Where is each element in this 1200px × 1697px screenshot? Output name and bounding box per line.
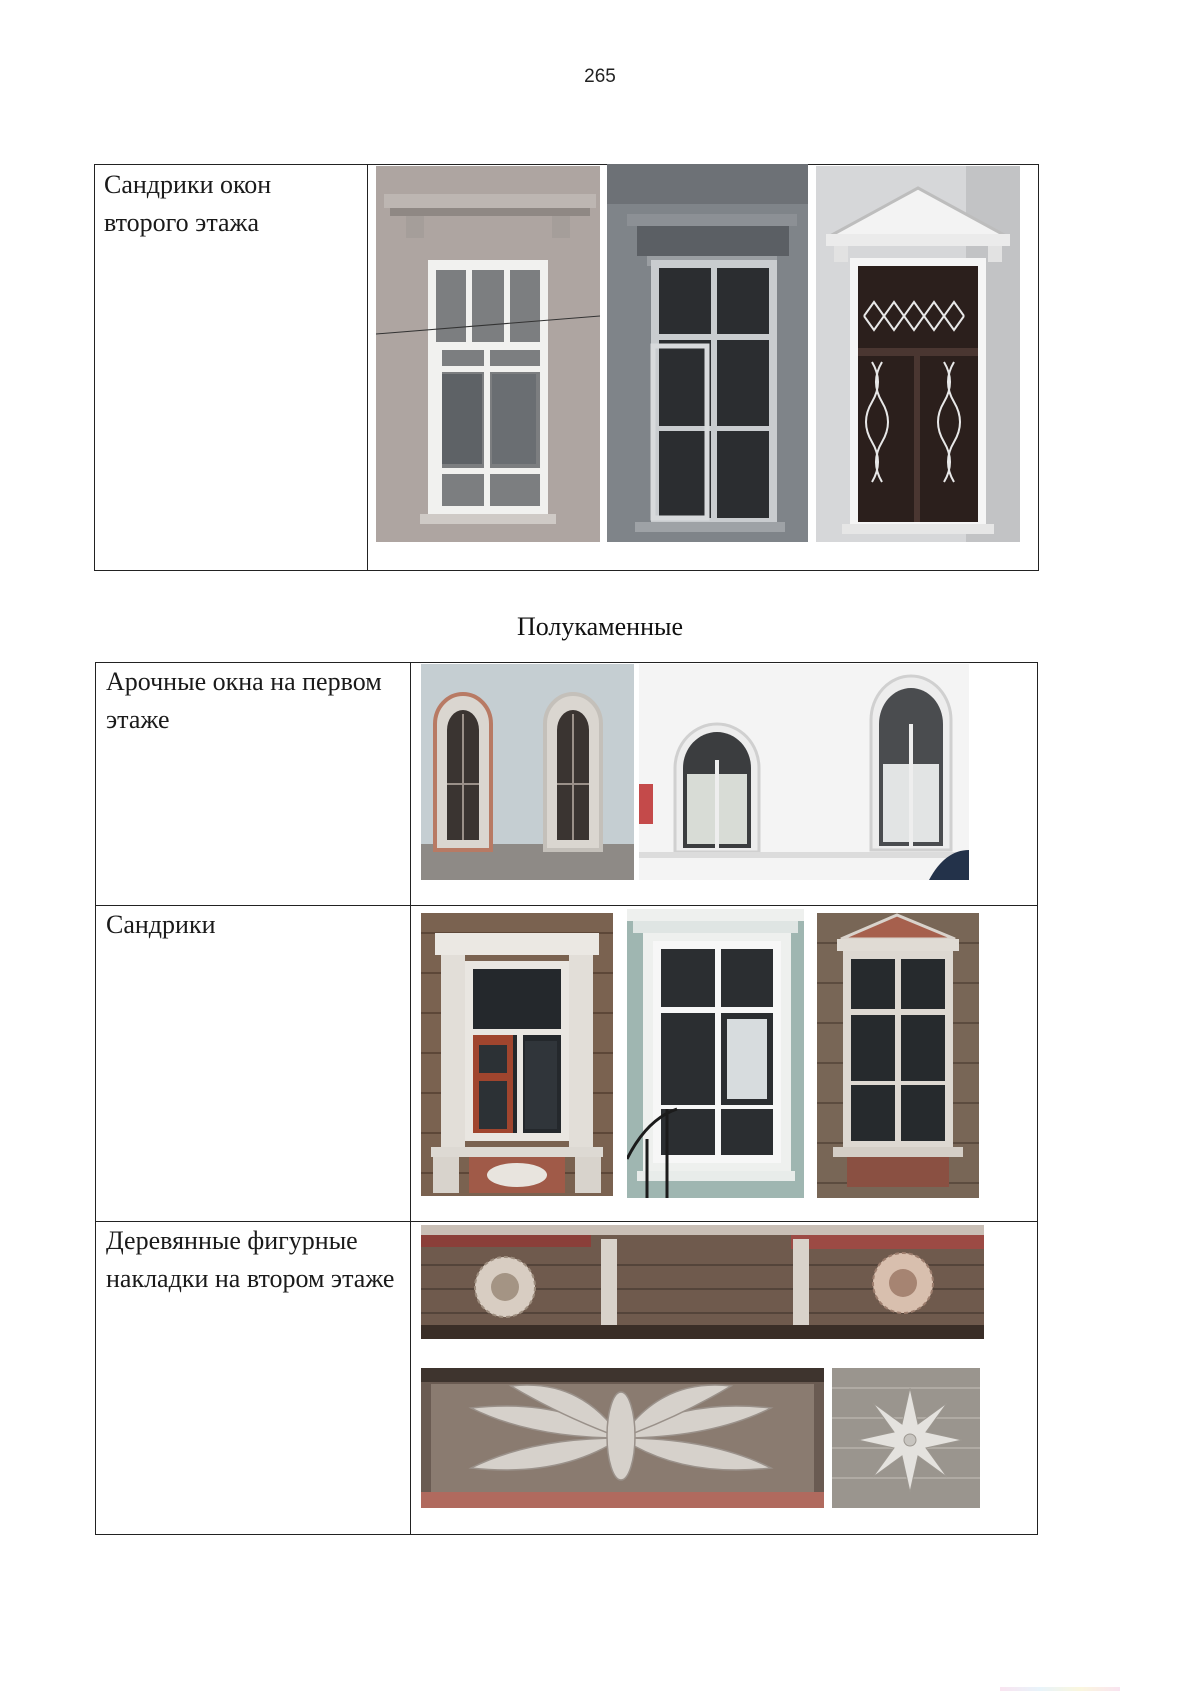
- photo-wooden-star-rosette: [832, 1368, 980, 1508]
- row-label-wooden-appliques: Деревянные фигурные накладки на втором этаже: [106, 1226, 395, 1293]
- photo-wooden-window-triangular-top: [817, 913, 979, 1198]
- photo-wooden-floral-panel: [421, 1368, 824, 1508]
- photo-window-flat-pediment-grey: [376, 166, 600, 542]
- row-label-arched-windows: Арочные окна на первом этаже: [106, 667, 382, 734]
- row-label-second-floor-pediments: Сандрики окон второго этажа: [104, 170, 272, 237]
- photo-window-frame-green-facade: [627, 909, 804, 1198]
- photo-arched-windows-white-facade: [639, 664, 969, 880]
- row-label-pediments: Сандрики: [106, 910, 216, 939]
- photo-window-cornice-dark: [607, 164, 808, 542]
- photo-wooden-window-frame-brown: [421, 913, 613, 1196]
- page-number: 265: [584, 66, 616, 87]
- photo-arched-windows-old-facade: [421, 664, 634, 880]
- photo-wooden-frieze-rosettes: [421, 1225, 984, 1339]
- section-heading-half-stone: Полукаменные: [516, 612, 684, 641]
- photo-window-triangular-pediment: [816, 166, 1020, 542]
- scan-color-strip: [1000, 1687, 1120, 1691]
